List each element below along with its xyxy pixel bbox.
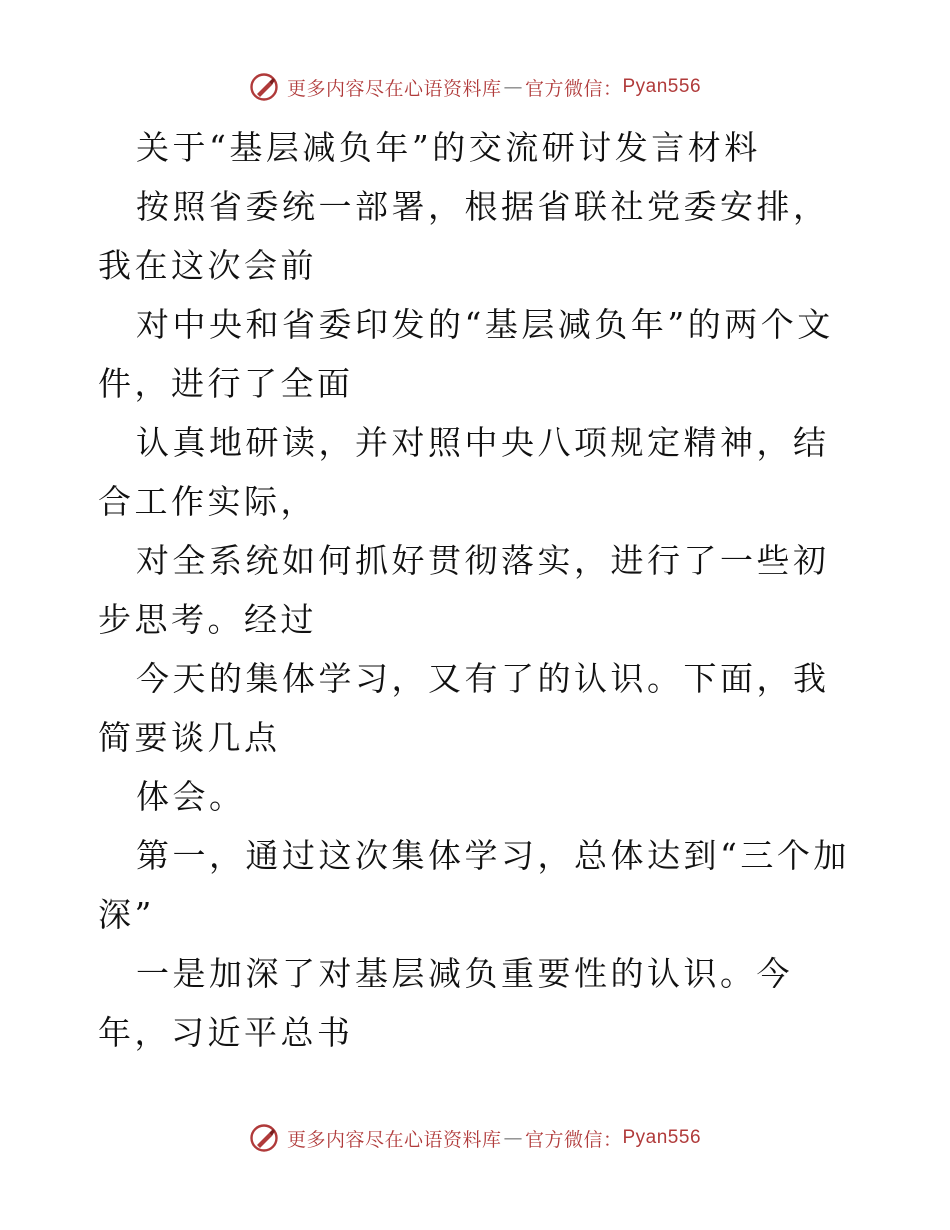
footer-watermark — [0, 1123, 950, 1153]
watermark-label: 官方微信： — [524, 77, 623, 100]
paragraph: 一是加深了对基层减负重要性的认识。今年，习近平总书 — [98, 954, 793, 1052]
paragraph: 第一，通过这次集体学习，总体达到“三个加深” — [98, 836, 850, 934]
watermark-account: Pyan556 — [622, 76, 702, 97]
watermark-text: 更多内容尽在心语资料库 — [286, 1128, 502, 1151]
paragraph: 体会。 — [136, 777, 246, 816]
watermark-text: 更多内容尽在心语资料库 — [286, 77, 502, 100]
paragraph: 按照省委统一部署，根据省联社党委安排，我在这次会前 — [98, 187, 830, 285]
watermark-separator: — — [503, 76, 523, 98]
pen-logo-icon — [249, 1123, 279, 1153]
document-title: 关于“基层减负年”的交流研讨发言材料 — [136, 128, 761, 167]
paragraph: 对中央和省委印发的“基层减负年”的两个文件，进行了全面 — [98, 305, 834, 403]
paragraph: 认真地研读，并对照中央八项规定精神，结合工作实际， — [98, 423, 830, 521]
watermark-account: Pyan556 — [622, 1127, 702, 1148]
pen-logo-icon — [249, 72, 279, 102]
watermark-separator: — — [503, 1127, 523, 1149]
paragraph: 今天的集体学习，又有了的认识。下面，我简要谈几点 — [98, 659, 830, 757]
watermark-label: 官方微信： — [524, 1128, 623, 1151]
header-watermark — [0, 72, 950, 102]
paragraph: 对全系统如何抓好贯彻落实，进行了一些初步思考。经过 — [98, 541, 830, 639]
document-body — [98, 118, 858, 1062]
